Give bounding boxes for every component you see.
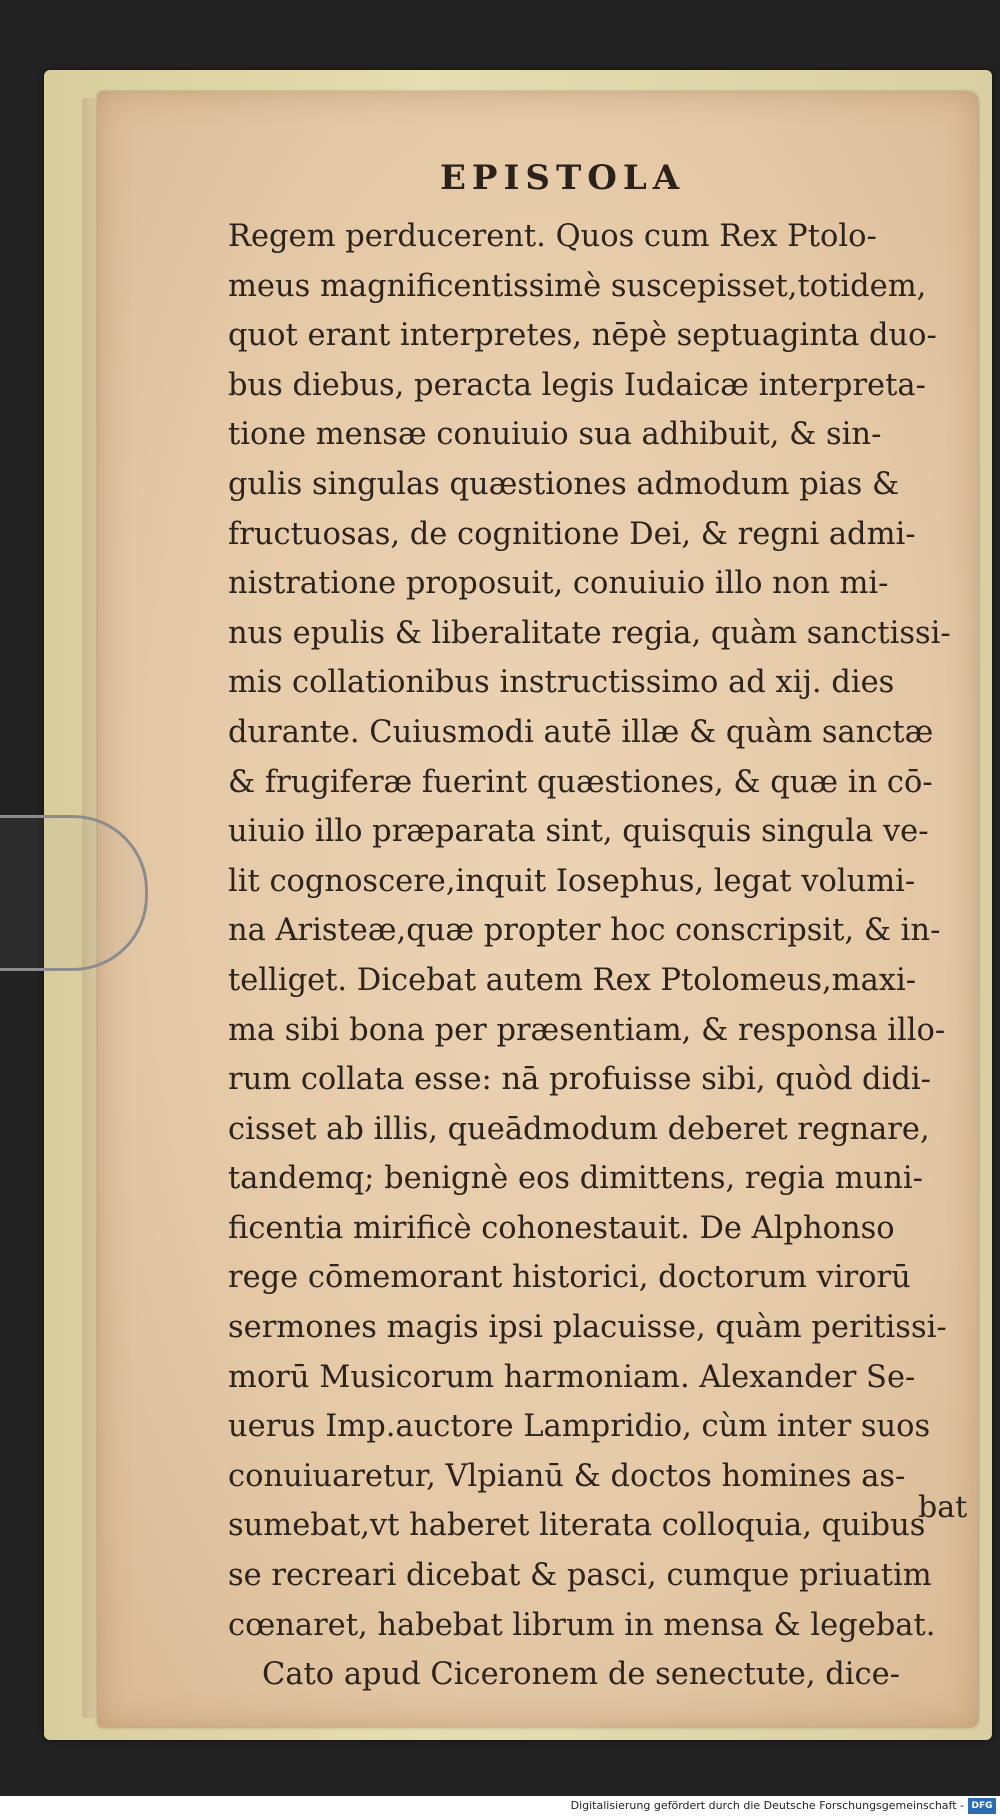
text-line: rum collata esse: nā profuisse sibi, quòd didi- bbox=[228, 1062, 931, 1098]
text-line: na Aristeæ,quæ propter hoc conscripsit, & in- bbox=[228, 913, 941, 949]
text-line: & frugiferæ fuerint quæstiones, & quæ in cō- bbox=[228, 764, 933, 800]
text-line: rege cōmemorant historici, doctorum virorū bbox=[228, 1260, 911, 1296]
footer-bar bbox=[0, 1796, 1000, 1817]
text-line: cisset ab illis, queādmodum deberet regnare, bbox=[228, 1111, 930, 1147]
text-line: nistratione proposuit, conuiuio illo non mi- bbox=[228, 566, 889, 602]
text-line: conuiuaretur, Vlpianū & doctos homines as- bbox=[228, 1458, 906, 1494]
text-line: uiuio illo præparata sint, quisquis singula ve- bbox=[228, 814, 929, 850]
catchword: bat bbox=[918, 1490, 968, 1525]
text-line: mis collationibus instructissimo ad xij. dies bbox=[228, 665, 895, 701]
body-text bbox=[228, 212, 973, 1700]
text-line: sermones magis ipsi placuisse, quàm peritissi- bbox=[228, 1310, 947, 1346]
funding-credit: Digitalisierung gefördert durch die Deutsche Forschungsgemeinschaft - bbox=[570, 1799, 964, 1812]
text-line: morū Musicorum harmoniam. Alexander Se- bbox=[228, 1359, 916, 1395]
page-clip bbox=[0, 815, 148, 971]
dfg-logo: DFG bbox=[968, 1798, 996, 1814]
text-line: Regem perducerent. Quos cum Rex Ptolo- bbox=[228, 219, 877, 254]
text-line: fructuosas, de cognitione Dei, & regni admi- bbox=[228, 516, 916, 552]
text-line: meus magnificentissimè suscepisset,totidem, bbox=[228, 268, 927, 304]
text-line: telliget. Dicebat autem Rex Ptolomeus,maxi- bbox=[228, 962, 917, 998]
text-line: lit cognoscere,inquit Iosephus, legat volumi- bbox=[228, 863, 916, 899]
text-line: ma sibi bona per præsentiam, & responsa illo- bbox=[228, 1012, 946, 1048]
text-line: se recreari dicebat & pasci, cumque priuatim bbox=[228, 1558, 932, 1594]
text-line: cœnaret, habebat librum in mensa & legebat. bbox=[228, 1607, 936, 1643]
text-line: tandemq; benignè eos dimittens, regia muni- bbox=[228, 1161, 923, 1197]
text-line: sumebat,vt haberet literata colloquia, quibus bbox=[228, 1508, 926, 1544]
text-line: bus diebus, peracta legis Iudaicæ interpreta- bbox=[228, 367, 926, 403]
text-line: gulis singulas quæstiones admodum pias & bbox=[228, 466, 900, 502]
text-line: nus epulis & liberalitate regia, quàm sanctissi- bbox=[228, 615, 951, 651]
text-line: Cato apud Ciceronem de senectute, dice- bbox=[262, 1657, 900, 1693]
text-line: quot erant interpretes, nēpè septuaginta duo- bbox=[228, 318, 937, 354]
text-line: uerus Imp.auctore Lampridio, cùm inter suos bbox=[228, 1409, 931, 1445]
page-header: EPISTOLA bbox=[440, 158, 686, 198]
text-line: tione mensæ conuiuio sua adhibuit, & sin- bbox=[228, 417, 882, 453]
text-line: durante. Cuiusmodi autē illæ & quàm sanctæ bbox=[228, 714, 934, 750]
text-line: ficentia mirificè cohonestauit. De Alphonso bbox=[228, 1210, 895, 1246]
